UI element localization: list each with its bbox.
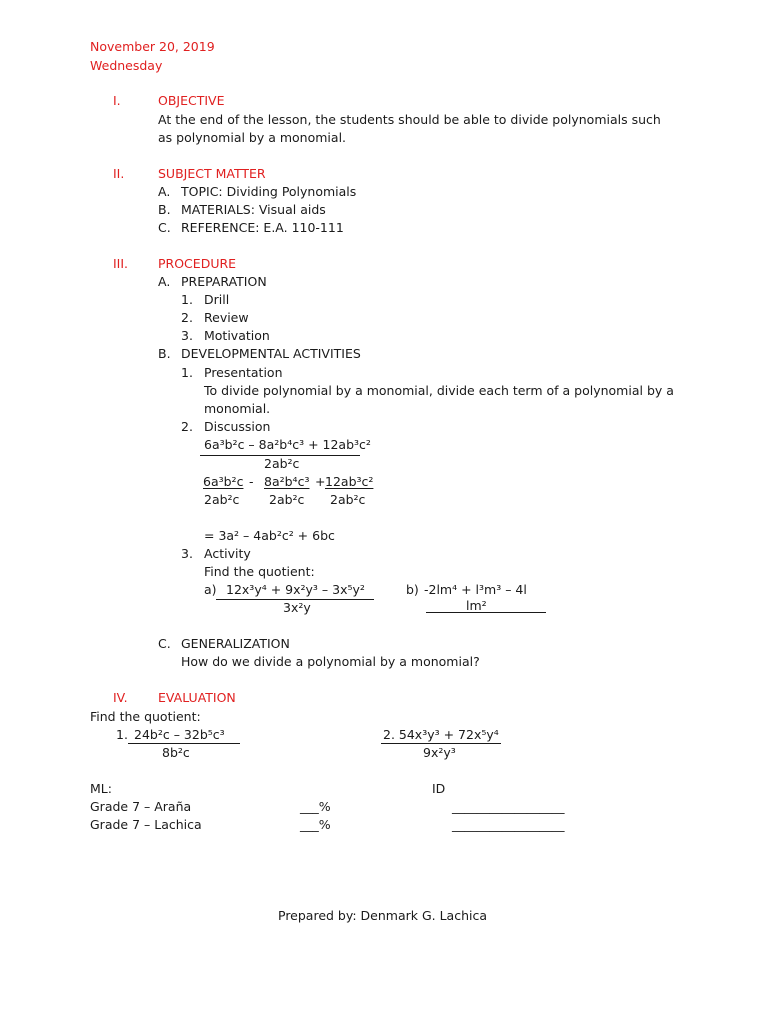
list-marker: 3. bbox=[181, 328, 193, 343]
split-denominator: 2ab²c bbox=[330, 492, 366, 507]
list-marker: B. bbox=[158, 346, 171, 361]
presentation-text-line: monomial. bbox=[204, 401, 271, 416]
split-denominator: 2ab²c bbox=[204, 492, 240, 507]
preparation-title: PREPARATION bbox=[181, 274, 267, 289]
presentation-text-line: To divide polynomial by a monomial, divide each term of a polynomial by a bbox=[204, 383, 674, 398]
section-title: PROCEDURE bbox=[158, 256, 237, 271]
reference-item: REFERENCE: E.A. 110-111 bbox=[181, 220, 344, 235]
list-marker: A. bbox=[158, 184, 171, 199]
materials-item: MATERIALS: Visual aids bbox=[181, 202, 326, 217]
question-denominator: 9x²y³ bbox=[423, 745, 456, 760]
topic-item: TOPIC: Dividing Polynomials bbox=[181, 184, 357, 199]
id-blank: __________________ bbox=[452, 817, 565, 832]
list-marker: 3. bbox=[181, 546, 193, 561]
date: November 20, 2019 bbox=[90, 39, 215, 54]
percent-blank: ___% bbox=[300, 799, 331, 814]
generalization-question: How do we divide a polynomial by a monomial? bbox=[181, 654, 480, 669]
evaluation-instruction: Find the quotient: bbox=[90, 709, 201, 724]
list-marker: B. bbox=[158, 202, 171, 217]
discussion-denominator: 2ab²c bbox=[264, 456, 300, 471]
section-title: OBJECTIVE bbox=[158, 93, 225, 108]
discussion-title: Discussion bbox=[204, 419, 271, 434]
developmental-title: DEVELOPMENTAL ACTIVITIES bbox=[181, 346, 361, 361]
presentation-title: Presentation bbox=[204, 365, 283, 380]
discussion-result: = 3a² – 4ab²c² + 6bc bbox=[204, 528, 335, 543]
problem-numerator: 12x³y⁴ + 9x²y³ – 3x⁵y² bbox=[226, 582, 365, 597]
split-numerator: 8a²b⁴c³ bbox=[264, 474, 310, 489]
generalization-title: GENERALIZATION bbox=[181, 636, 290, 651]
section-numeral: III. bbox=[113, 256, 129, 271]
section-title: EVALUATION bbox=[158, 690, 236, 705]
activity-instruction: Find the quotient: bbox=[204, 564, 315, 579]
problem-label: a) bbox=[204, 582, 217, 597]
section-title: SUBJECT MATTER bbox=[158, 166, 266, 181]
objective-text-line: At the end of the lesson, the students should be able to divide polynomials such bbox=[158, 112, 661, 127]
objective-text-line: as polynomial by a monomial. bbox=[158, 130, 347, 145]
grade-name: Grade 7 – Lachica bbox=[90, 817, 202, 832]
split-operator: + bbox=[315, 474, 326, 489]
section-numeral: IV. bbox=[113, 690, 128, 705]
fraction-bar bbox=[128, 743, 240, 744]
split-denominator: 2ab²c bbox=[269, 492, 305, 507]
list-marker: C. bbox=[158, 636, 171, 651]
problem-label: b) bbox=[406, 582, 419, 597]
section-numeral: I. bbox=[113, 93, 121, 108]
list-item: Review bbox=[204, 310, 249, 325]
split-numerator: 12ab³c² bbox=[325, 474, 374, 489]
question-label: 1. bbox=[116, 727, 128, 742]
grade-name: Grade 7 – Araña bbox=[90, 799, 192, 814]
problem-denominator: lm² bbox=[466, 598, 487, 613]
day: Wednesday bbox=[90, 58, 163, 73]
list-marker: 1. bbox=[181, 292, 193, 307]
percent-blank: ___% bbox=[300, 817, 331, 832]
activity-title: Activity bbox=[204, 546, 251, 561]
list-item: Drill bbox=[204, 292, 230, 307]
split-numerator: 6a³b²c bbox=[203, 474, 244, 489]
list-item: Motivation bbox=[204, 328, 270, 343]
problem-denominator: 3x²y bbox=[283, 600, 311, 615]
prepared-by: Prepared by: Denmark G. Lachica bbox=[278, 908, 488, 923]
id-label: ID bbox=[432, 781, 446, 796]
list-marker: 1. bbox=[181, 365, 193, 380]
list-marker: 2. bbox=[181, 310, 193, 325]
discussion-numerator: 6a³b²c – 8a²b⁴c³ + 12ab³c² bbox=[204, 437, 371, 452]
question-numerator: 24b²c – 32b⁵c³ bbox=[134, 727, 225, 742]
fraction-bar bbox=[381, 743, 501, 744]
split-operator: - bbox=[249, 474, 254, 489]
question-numerator: 2. 54x³y³ + 72x⁵y⁴ bbox=[383, 727, 499, 742]
problem-numerator: -2lm⁴ + l³m³ – 4l bbox=[424, 582, 527, 597]
ml-label: ML: bbox=[90, 781, 112, 796]
question-denominator: 8b²c bbox=[162, 745, 190, 760]
list-marker: 2. bbox=[181, 419, 193, 434]
id-blank: __________________ bbox=[452, 799, 565, 814]
list-marker: A. bbox=[158, 274, 171, 289]
section-numeral: II. bbox=[113, 166, 125, 181]
list-marker: C. bbox=[158, 220, 171, 235]
